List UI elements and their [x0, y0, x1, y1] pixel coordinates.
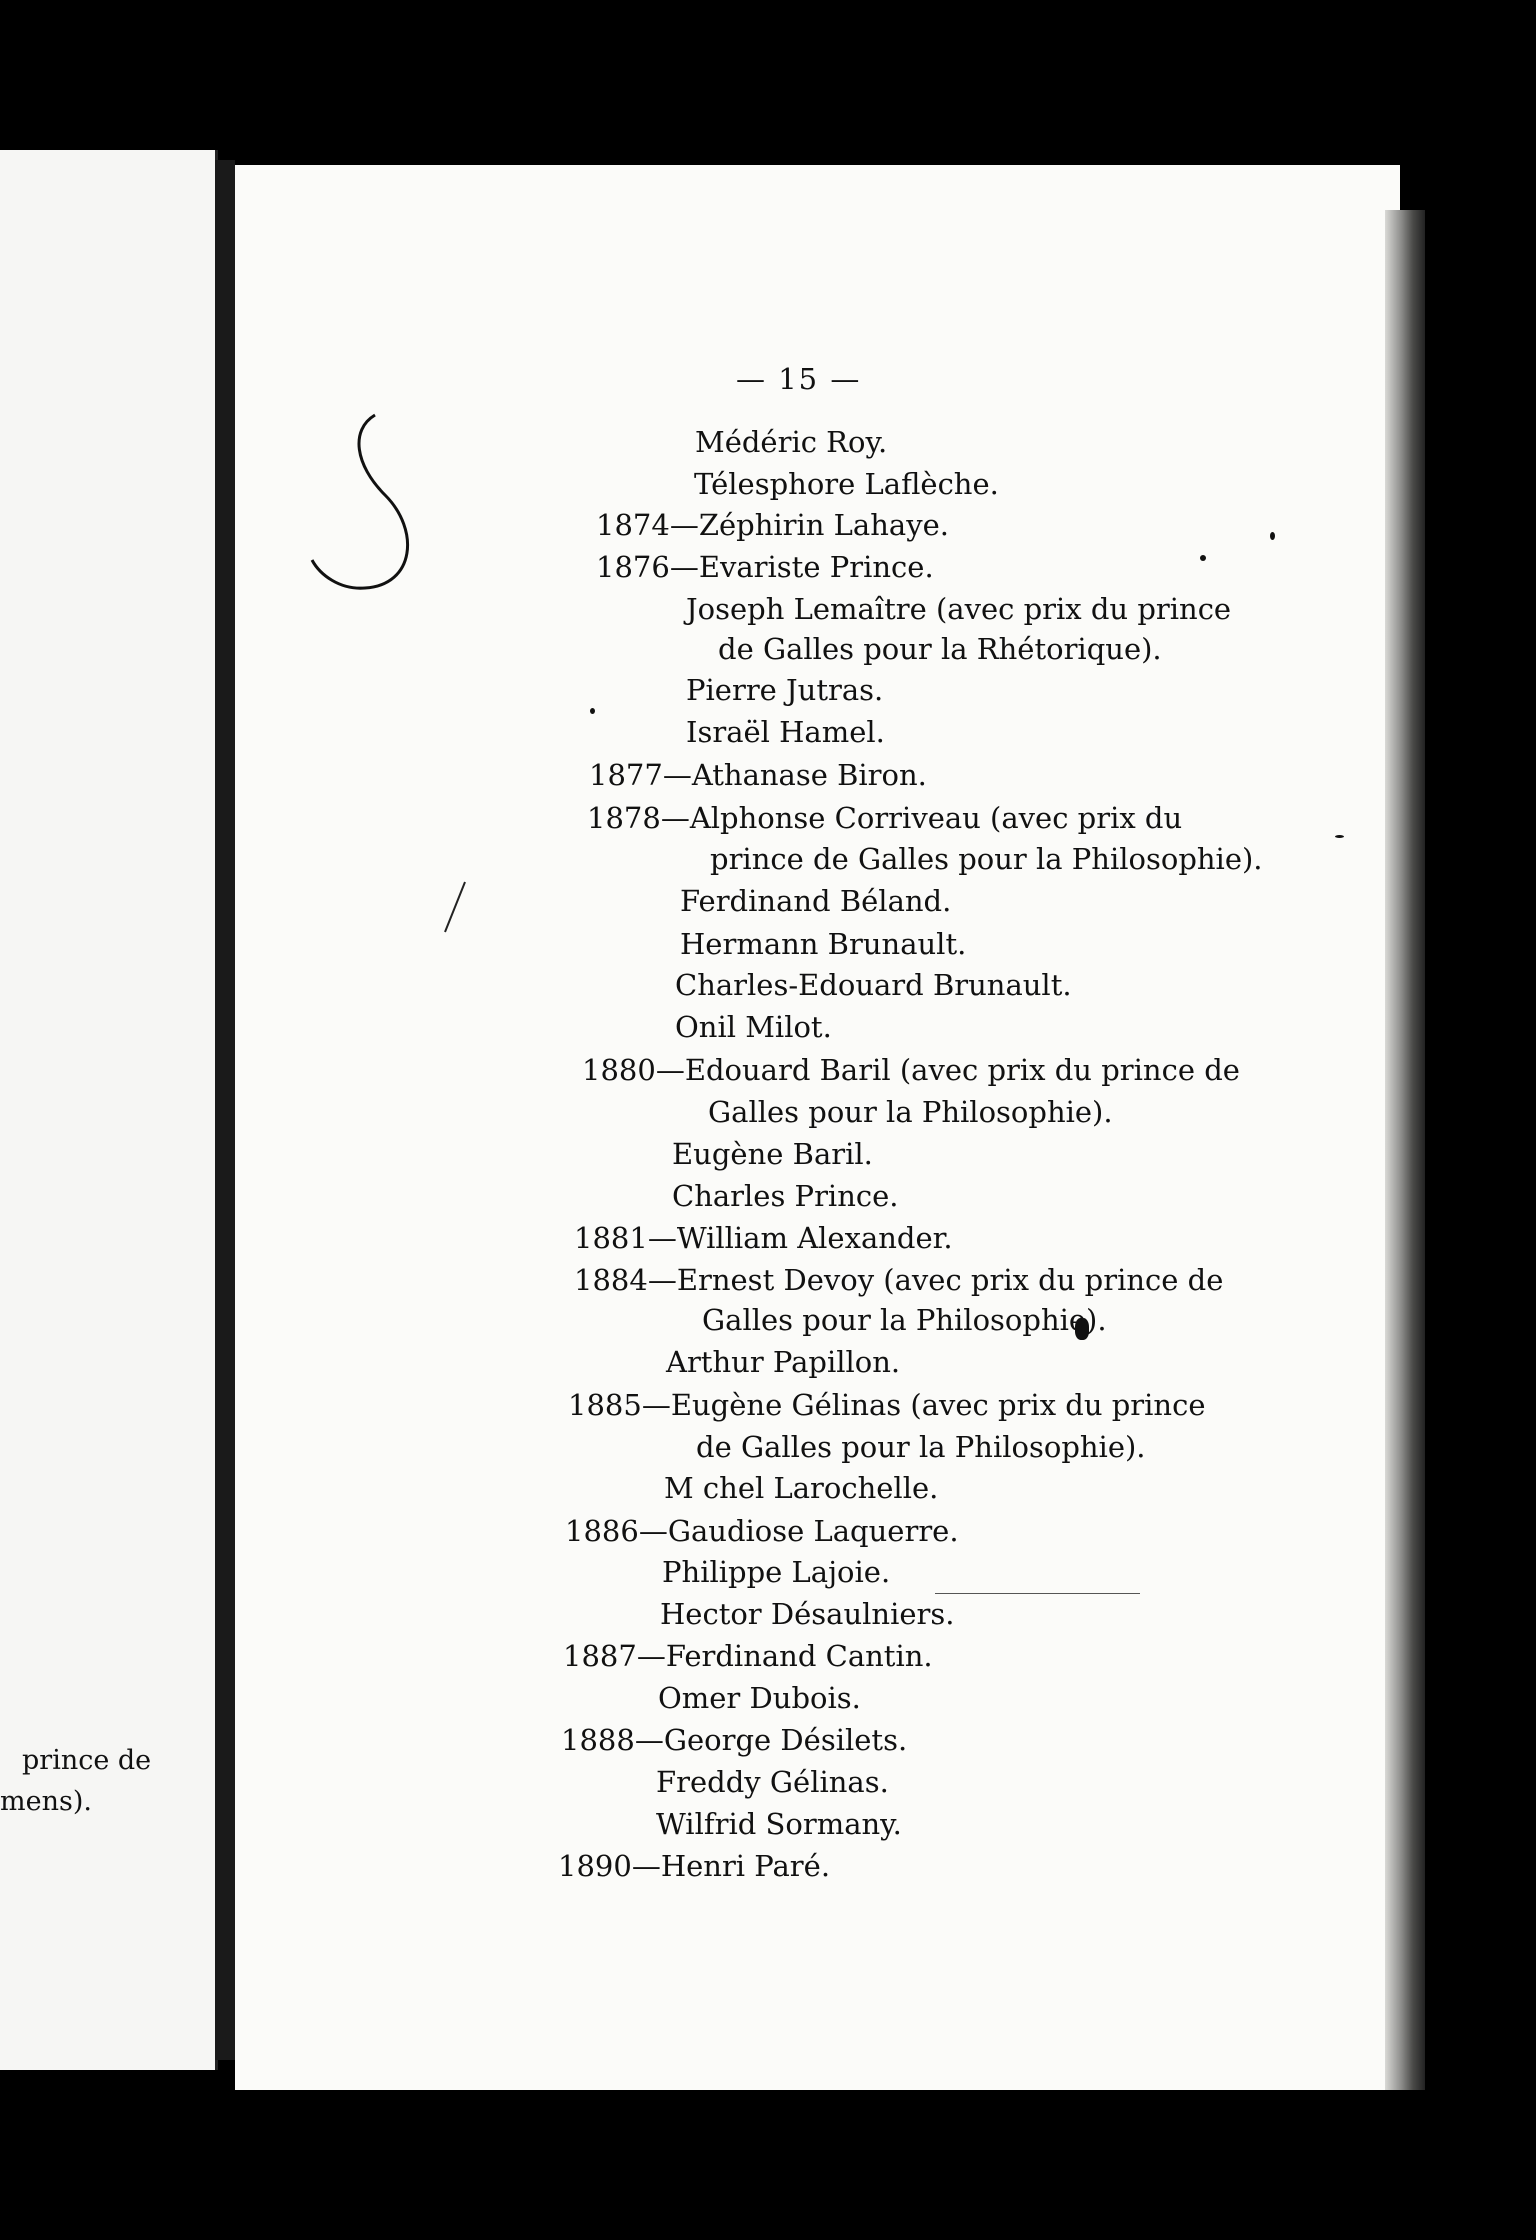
name-line: [658, 1681, 861, 1715]
year-entry-line: [596, 508, 949, 542]
name-line: [708, 1095, 1113, 1129]
entry-text: —William Alexander.: [647, 1221, 953, 1255]
name-line: [675, 1010, 832, 1044]
year-entry-line: [587, 801, 1183, 835]
page-number: — 15 —: [736, 362, 862, 396]
name-line: [660, 1597, 955, 1631]
margin-stroke: [440, 880, 470, 935]
entry-text: Freddy Gélinas.: [656, 1765, 889, 1799]
year-entry-line: [561, 1723, 908, 1757]
entry-year: 1887: [563, 1639, 637, 1673]
name-line: [672, 1179, 899, 1213]
entry-text: Galles pour la Philosophie).: [702, 1303, 1107, 1337]
entry-text: prince de Galles pour la Philosophie).: [710, 842, 1263, 876]
name-line: [694, 467, 999, 501]
year-entry-line: [574, 1221, 953, 1255]
entry-year: 1884: [574, 1263, 648, 1297]
entry-text: —Athanase Biron.: [662, 758, 927, 792]
entry-text: —Ferdinand Cantin.: [636, 1639, 933, 1673]
year-entry-line: [589, 758, 927, 792]
entry-text: Eugène Baril.: [672, 1137, 873, 1171]
name-line: [656, 1807, 902, 1841]
name-line: [680, 884, 952, 918]
entry-year: 1890: [558, 1849, 632, 1883]
ink-speck: [1335, 835, 1344, 838]
name-line: [702, 1303, 1107, 1337]
entry-text: —Henri Paré.: [631, 1849, 831, 1883]
entry-text: —Eugène Gélinas (avec prix du prince: [641, 1388, 1206, 1422]
entry-text: Joseph Lemaître (avec prix du prince: [686, 592, 1232, 626]
entry-text: Galles pour la Philosophie).: [708, 1095, 1113, 1129]
handwritten-s-mark: [300, 410, 440, 600]
entry-year: 1874: [596, 508, 670, 542]
name-line: [662, 1555, 891, 1589]
name-line: [696, 1430, 1146, 1464]
year-entry-line: [574, 1263, 1224, 1297]
name-line: [686, 673, 884, 707]
entry-text: Israël Hamel.: [686, 715, 885, 749]
entry-text: —Gaudiose Laquerre.: [638, 1514, 959, 1548]
ink-speck: [590, 708, 595, 714]
entry-text: de Galles pour la Philosophie).: [696, 1430, 1146, 1464]
faint-rule: [935, 1593, 1140, 1594]
name-line: [666, 1345, 901, 1379]
entry-text: M chel Larochelle.: [664, 1471, 939, 1505]
name-line: [718, 632, 1162, 666]
entry-text: Ferdinand Béland.: [680, 884, 952, 918]
entry-text: Charles Prince.: [672, 1179, 899, 1213]
entry-text: Hermann Brunault.: [680, 927, 967, 961]
book-gutter: [215, 160, 235, 2060]
entry-text: —Zéphirin Lahaye.: [669, 508, 949, 542]
name-line: [664, 1471, 939, 1505]
entry-text: Onil Milot.: [675, 1010, 832, 1044]
left-page-fragment: prince de: [22, 1745, 152, 1776]
entry-text: Pierre Jutras.: [686, 673, 884, 707]
entry-text: Arthur Papillon.: [666, 1345, 901, 1379]
page-edge: [1385, 210, 1425, 2090]
name-line: [695, 425, 888, 459]
entry-text: —Ernest Devoy (avec prix du prince de: [647, 1263, 1224, 1297]
entry-text: Charles-Edouard Brunault.: [675, 968, 1072, 1002]
year-entry-line: [558, 1849, 831, 1883]
entry-text: Wilfrid Sormany.: [656, 1807, 902, 1841]
entry-text: Philippe Lajoie.: [662, 1555, 891, 1589]
name-line: [710, 842, 1263, 876]
name-line: [686, 715, 885, 749]
name-line: [656, 1765, 889, 1799]
entry-text: —Alphonse Corriveau (avec prix du: [660, 801, 1183, 835]
name-line: [680, 927, 967, 961]
entry-year: 1881: [574, 1221, 648, 1255]
entry-year: 1878: [587, 801, 661, 835]
year-entry-line: [563, 1639, 933, 1673]
entry-text: Médéric Roy.: [695, 425, 888, 459]
name-line: [686, 592, 1232, 626]
entry-year: 1885: [568, 1388, 642, 1422]
left-page-fragment: mens).: [0, 1786, 92, 1817]
entry-year: 1886: [565, 1514, 639, 1548]
entry-year: 1877: [589, 758, 663, 792]
entry-text: —Edouard Baril (avec prix du prince de: [655, 1053, 1240, 1087]
name-line: [672, 1137, 873, 1171]
year-entry-line: [582, 1053, 1240, 1087]
ink-speck: [1200, 555, 1206, 561]
year-entry-line: [596, 550, 934, 584]
year-entry-line: [568, 1388, 1206, 1422]
entry-text: Omer Dubois.: [658, 1681, 861, 1715]
entry-year: 1880: [582, 1053, 656, 1087]
entry-text: Télesphore Laflèche.: [694, 467, 999, 501]
name-line: [675, 968, 1072, 1002]
entry-text: —Evariste Prince.: [669, 550, 934, 584]
ink-speck: [1270, 532, 1275, 540]
year-entry-line: [565, 1514, 959, 1548]
left-page: [0, 150, 218, 2070]
entry-year: 1876: [596, 550, 670, 584]
entry-text: —George Désilets.: [634, 1723, 908, 1757]
entry-year: 1888: [561, 1723, 635, 1757]
entry-text: Hector Désaulniers.: [660, 1597, 955, 1631]
entry-text: de Galles pour la Rhétorique).: [718, 632, 1162, 666]
